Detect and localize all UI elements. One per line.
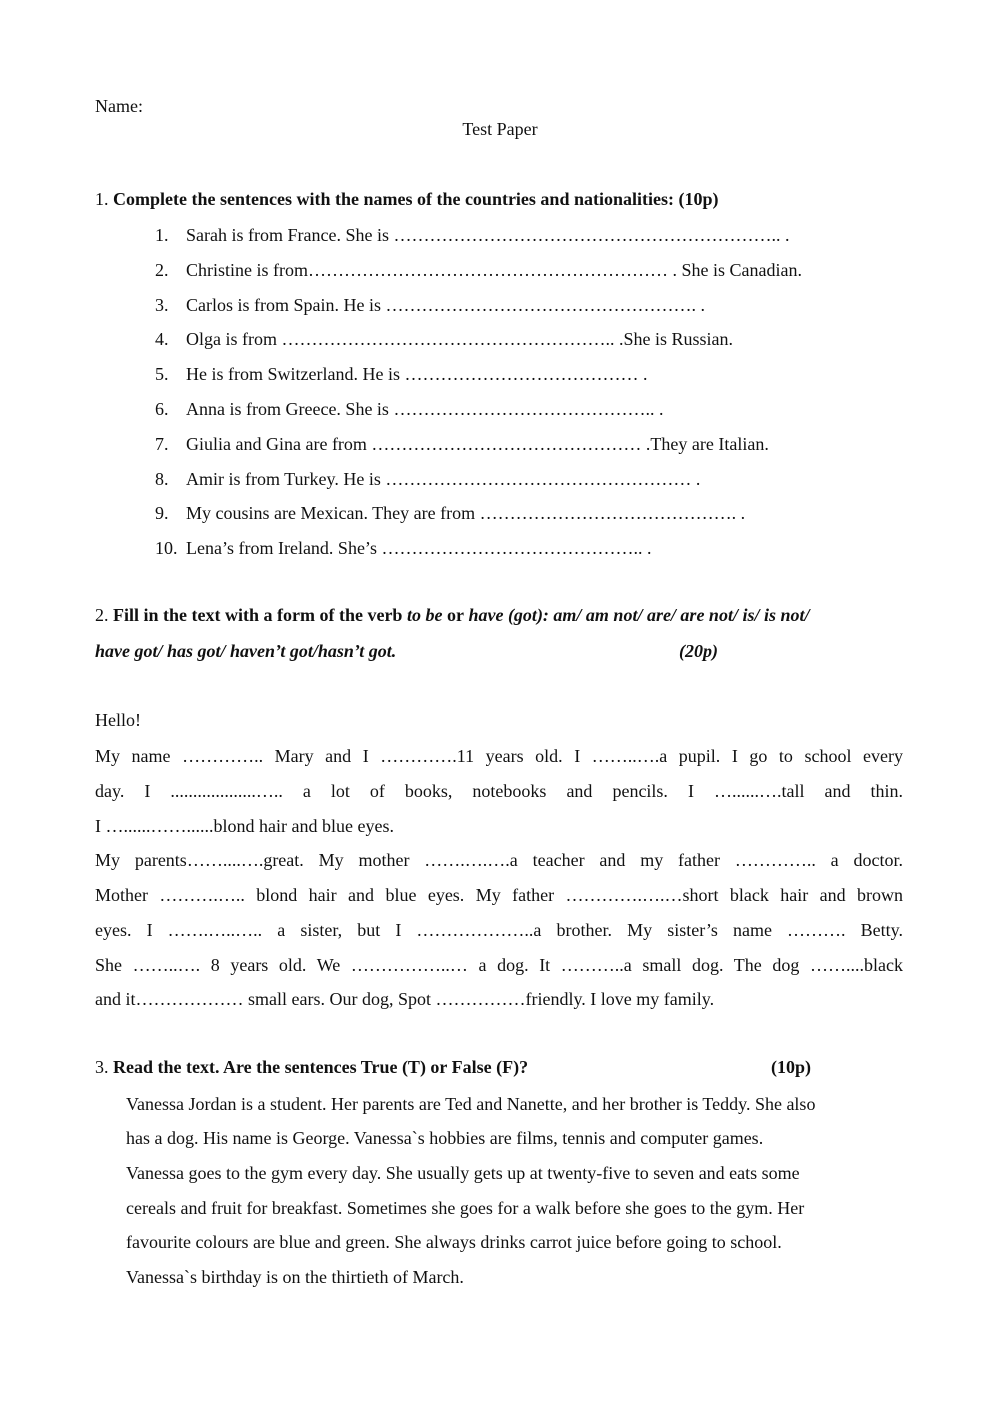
item-text: Carlos is from Spain. He is ……………………………………………. . [186, 294, 705, 315]
list-item [155, 433, 802, 468]
reading-line: cereals and fruit for breakfast. Sometimes she goes for a walk before she goes to the gym. Her [126, 1198, 805, 1218]
item-number: 1. [155, 225, 169, 245]
section-3-points: (10p) [771, 1057, 811, 1077]
item-text: My cousins are Mexican. They are from ……………………………………. . [186, 503, 746, 524]
letter-greeting: Hello! [95, 710, 141, 730]
item-number: 10. [155, 538, 178, 559]
item-number: 2. [155, 259, 169, 280]
item-text: Anna is from Greece. She is …………………………………….. . [186, 398, 664, 419]
reading-line: has a dog. His name is George. Vanessa`s hobbies are films, tennis and computer games. [126, 1128, 764, 1148]
section-2-verb-to-be: to be [406, 605, 443, 625]
letter-line: My parents……....….great. My mother …….….….a teacher and my father ………….. a doctor. [95, 850, 903, 870]
letter-line: I …......……......blond hair and blue eyes. [95, 816, 394, 836]
letter-line: eyes. I …….…..….. a sister, but I ………………..a brother. My sister’s name ………. Betty. [95, 920, 903, 940]
list-item [155, 224, 802, 259]
list-item [155, 259, 802, 294]
section-1-number: 1. [95, 189, 109, 209]
item-text: Giulia and Gina are from ……………………………………… .They are Italian. [186, 433, 769, 454]
section-2-heading [95, 605, 809, 626]
list-item [155, 328, 802, 363]
reading-line: Vanessa`s birthday is on the thirtieth of March. [126, 1267, 464, 1287]
item-number: 4. [155, 329, 169, 350]
section-2-or: or [446, 605, 464, 625]
item-number: 7. [155, 433, 169, 454]
list-item [155, 398, 802, 433]
letter-line: My name ………….. Mary and I ………….11 years old. I ……..….a pupil. I go to school every [95, 746, 903, 766]
page-title: Test Paper [462, 119, 538, 139]
section-2-points: (20p) [679, 641, 718, 661]
list-item [155, 537, 802, 572]
reading-line: Vanessa goes to the gym every day. She usually gets up at twenty-five to seven and eats some [126, 1163, 800, 1183]
item-text: Amir is from Turkey. He is …………………………………………… . [186, 468, 701, 489]
letter-line: day. I ...................….. a lot of books, notebooks and pencils. I …......….tall and thin. [95, 781, 903, 801]
item-text: Sarah is from France. She is ……………………………………………………….. . [186, 225, 790, 245]
list-item [155, 502, 802, 537]
section-3-number: 3. [95, 1057, 109, 1077]
section-2-number: 2. [95, 605, 109, 625]
section-1-list [155, 224, 802, 572]
list-item [155, 468, 802, 503]
section-3-instruction: Read the text. Are the sentences True (T) or False (F)? [113, 1057, 529, 1077]
name-label: Name: [95, 96, 143, 116]
item-text: Lena’s from Ireland. She’s …………………………………….. . [186, 538, 652, 559]
item-number: 5. [155, 364, 169, 385]
section-1-instruction: Complete the sentences with the names of the countries and nationalities: (10p) [113, 189, 719, 209]
section-1-heading [95, 189, 718, 210]
letter-line: Mother ……….….. blond hair and blue eyes. My father ………….….…short black hair and brown [95, 885, 903, 905]
item-number: 9. [155, 503, 169, 524]
section-2-instruction: Fill in the text with a form of the verb [113, 605, 403, 625]
reading-line: favourite colours are blue and green. She always drinks carrot juice before going to school. [126, 1232, 782, 1252]
list-item [155, 363, 802, 398]
item-number: 8. [155, 468, 169, 489]
item-text: He is from Switzerland. He is ………………………………… . [186, 364, 648, 385]
item-number: 3. [155, 294, 169, 315]
item-text: Olga is from ……………………………………………….. .She is Russian. [186, 329, 733, 350]
letter-line: She ……..…. 8 years old. We ……………..… a dog. It ………..a small dog. The dog ……....black [95, 955, 903, 975]
list-item [155, 294, 802, 329]
letter-line: and it……………… small ears. Our dog, Spot ……………friendly. I love my family. [95, 989, 715, 1009]
item-number: 6. [155, 398, 169, 419]
section-2-verb-have-got: have (got): am/ am not/ are/ are not/ is/ is not/ [468, 605, 810, 625]
item-text: Christine is from…………………………………………………… . She is Canadian. [186, 259, 802, 280]
section-3-heading [95, 1057, 528, 1078]
section-2-heading-continued: have got/ has got/ haven’t got/hasn’t got. [95, 641, 397, 661]
reading-line: Vanessa Jordan is a student. Her parents are Ted and Nanette, and her brother is Teddy. She also [126, 1094, 816, 1114]
